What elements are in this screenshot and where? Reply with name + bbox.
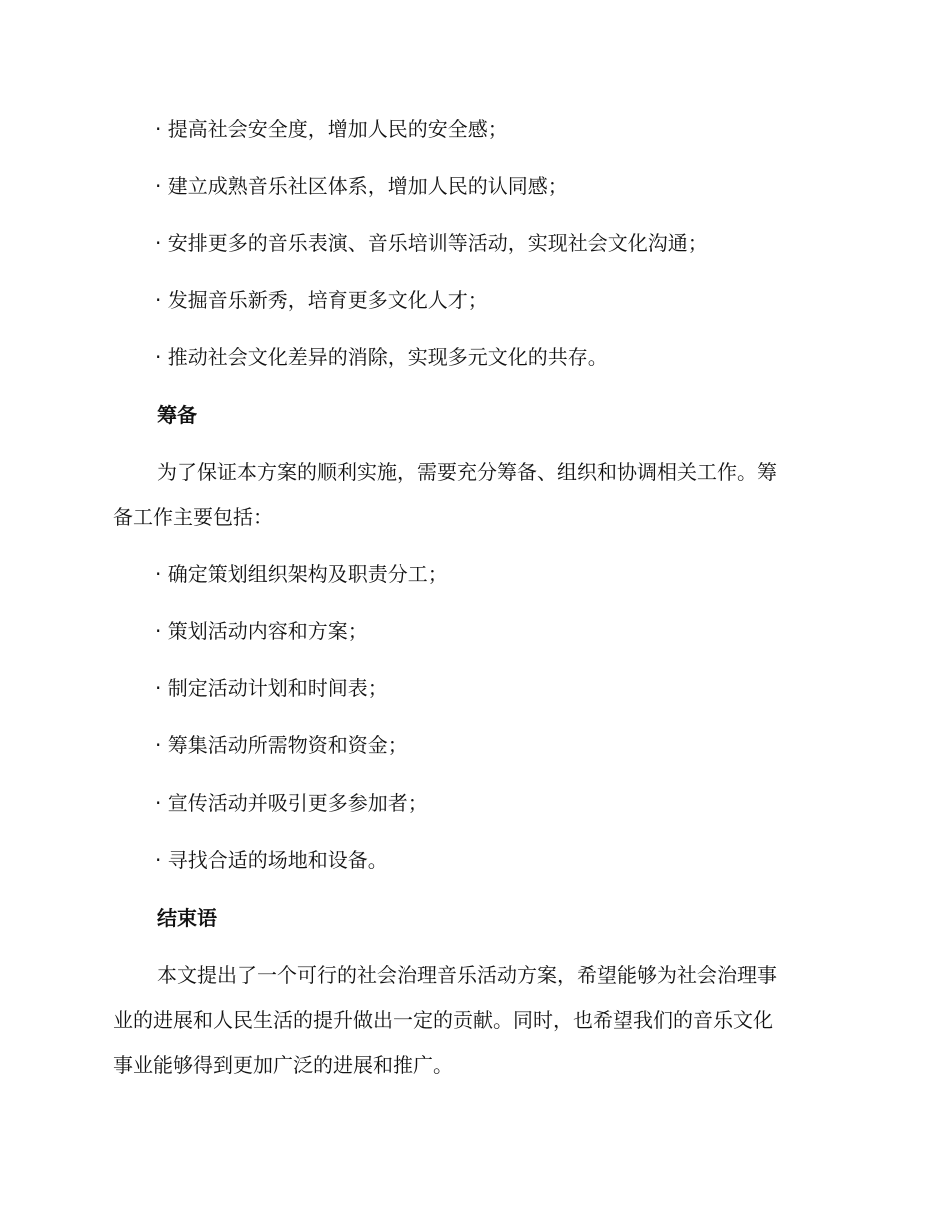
conclusion-line-1: 本文提出了一个可行的社会治理音乐活动方案，希望能够为社会治理事: [157, 963, 777, 987]
preparation-bullet-3: · 制定活动计划和时间表；: [155, 676, 388, 700]
preparation-bullet-5: · 宣传活动并吸引更多参加者；: [155, 791, 428, 815]
goal-bullet-3: · 安排更多的音乐表演、音乐培训等活动，实现社会文化沟通；: [155, 231, 708, 255]
preparation-intro-line-2: 备工作主要包括：: [113, 505, 273, 529]
preparation-bullet-2: · 策划活动内容和方案；: [155, 619, 368, 643]
goal-bullet-5: · 推动社会文化差异的消除，实现多元文化的共存。: [155, 345, 608, 369]
conclusion-heading: 结束语: [157, 906, 217, 930]
goal-bullet-4: · 发掘音乐新秀，培育更多文化人才；: [155, 288, 488, 312]
preparation-bullet-4: · 筹集活动所需物资和资金；: [155, 733, 408, 757]
preparation-heading: 筹备: [157, 403, 197, 427]
goal-bullet-2: · 建立成熟音乐社区体系，增加人民的认同感；: [155, 174, 568, 198]
preparation-bullet-1: · 确定策划组织架构及职责分工；: [155, 562, 448, 586]
goal-bullet-1: · 提高社会安全度，增加人民的安全感；: [155, 117, 508, 141]
preparation-intro-line-1: 为了保证本方案的顺利实施，需要充分筹备、组织和协调相关工作。筹: [157, 460, 777, 484]
conclusion-line-2: 业的进展和人民生活的提升做出一定的贡献。同时，也希望我们的音乐文化: [113, 1008, 773, 1032]
preparation-bullet-6: · 寻找合适的场地和设备。: [155, 848, 388, 872]
conclusion-line-3: 事业能够得到更加广泛的进展和推广。: [113, 1053, 453, 1077]
